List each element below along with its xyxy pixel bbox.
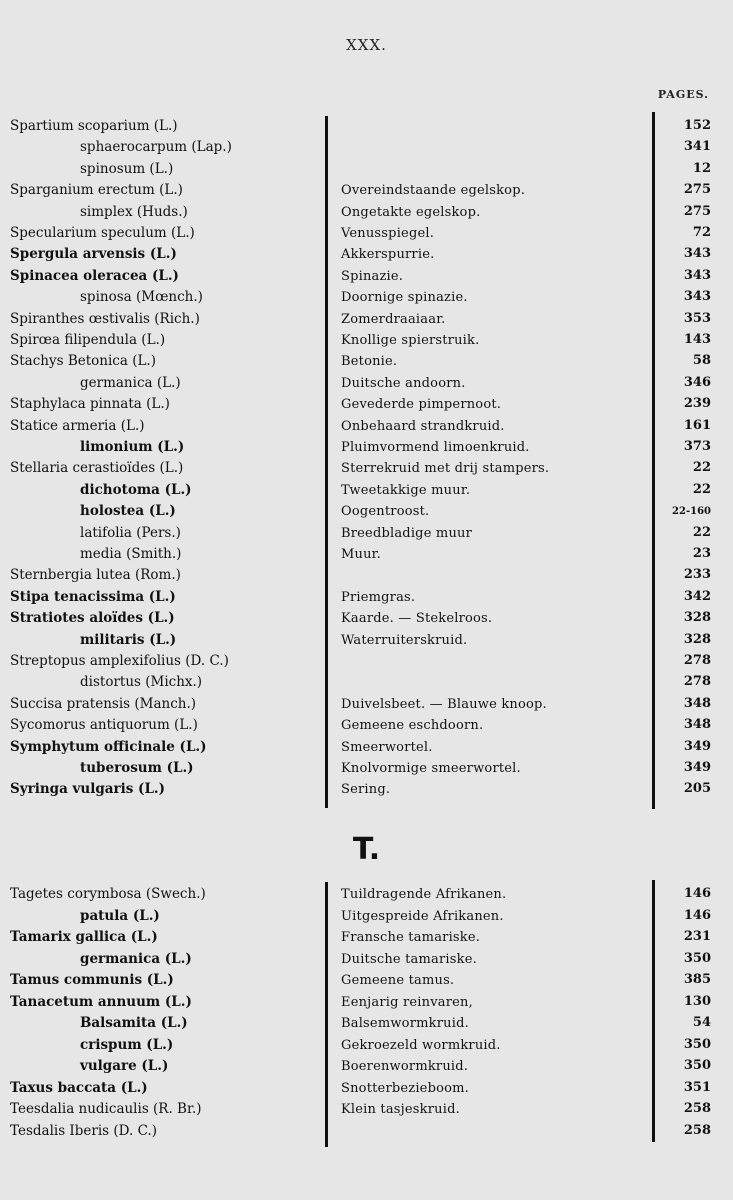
latin-name: Tamarix gallica (L.)	[10, 929, 158, 945]
dutch-name: Fransche tamariske.	[341, 930, 481, 945]
page-reference: 278	[683, 653, 711, 668]
page-reference: 58	[692, 353, 711, 369]
page-reference: 342	[683, 588, 711, 604]
page-reference: 385	[683, 972, 711, 987]
page-reference: 239	[683, 396, 711, 412]
latin-name: Sycomorus antiquorum (L.)	[10, 717, 198, 734]
page-reference: 328	[683, 610, 711, 626]
column-rule-right-s	[652, 112, 655, 809]
page-reference: 258	[683, 1122, 711, 1138]
page-number: XXX.	[346, 36, 387, 54]
latin-name: media (Smith.)	[80, 546, 182, 562]
dutch-name: Doornige spinazie.	[341, 290, 468, 306]
latin-name: Statice armeria (L.)	[10, 417, 145, 434]
page-reference: 275	[683, 203, 711, 219]
page-reference: 22	[692, 481, 711, 497]
latin-name: Tanacetum annuum (L.)	[10, 993, 192, 1010]
page-reference: 350	[683, 950, 711, 966]
index-entry	[0, 1056, 733, 1077]
latin-name: spinosum (L.)	[80, 160, 174, 177]
latin-name: germanica (L.)	[80, 374, 181, 391]
dutch-name: Gekroezeld wormkruid.	[341, 1037, 501, 1053]
page-reference: 341	[683, 139, 711, 155]
dutch-name: Priemgras.	[341, 589, 416, 605]
column-rule-right-t	[652, 880, 655, 1142]
page-reference: 161	[683, 417, 711, 433]
latin-name: Stratiotes aloïdes (L.)	[10, 610, 175, 627]
page-reference: 143	[683, 332, 711, 347]
latin-name: Sparganium erectum (L.)	[10, 182, 183, 199]
latin-name: distortus (Michx.)	[80, 674, 203, 691]
page-reference: 205	[683, 781, 711, 797]
page-reference: 346	[683, 374, 711, 390]
page-reference: 146	[683, 886, 711, 901]
dutch-name: Betonie.	[341, 354, 398, 370]
dutch-name: Breedbladige muur	[341, 525, 473, 541]
latin-name: Taxus baccata (L.)	[10, 1079, 148, 1096]
latin-name: Balsamita (L.)	[80, 1015, 188, 1031]
dutch-name: Duitsche andoorn.	[341, 375, 466, 391]
dutch-name: Uitgespreide Afrikanen.	[341, 908, 504, 924]
dutch-name: Knollige spierstruik.	[341, 333, 480, 348]
latin-name: patula (L.)	[80, 907, 160, 924]
pages-column-header: PAGES.	[657, 88, 709, 101]
dutch-name: Boerenwormkruid.	[341, 1059, 469, 1074]
page-reference: 22	[692, 524, 711, 540]
latin-name: holostea (L.)	[80, 503, 176, 520]
index-entry	[0, 1078, 733, 1099]
dutch-name: Knolvormige smeerwortel.	[341, 761, 521, 776]
index-entry	[0, 927, 733, 948]
dutch-name: Akkerspurrie.	[341, 247, 435, 263]
latin-name: latifolia (Pers.)	[80, 524, 181, 541]
latin-name: Specularium speculum (L.)	[10, 225, 195, 241]
latin-name: crispum (L.)	[80, 1036, 174, 1053]
dutch-name: Ongetakte egelskop.	[341, 204, 481, 220]
dutch-name: Balsemwormkruid.	[341, 1016, 469, 1031]
page-reference: 350	[683, 1058, 711, 1073]
dutch-name: Gevederde pimpernoot.	[341, 397, 502, 413]
dutch-name: Tuildragende Afrikanen.	[341, 887, 507, 902]
latin-name: Spiranthes œstivalis (Rich.)	[10, 310, 200, 327]
page-reference: 348	[683, 717, 711, 733]
page-reference: 54	[692, 1015, 711, 1030]
page-reference: 233	[683, 567, 711, 583]
dutch-name: Oogentroost.	[341, 504, 430, 520]
page-reference: 353	[683, 310, 711, 326]
page-reference: 72	[692, 225, 711, 240]
index-entry	[0, 1121, 733, 1142]
dutch-name: Venusspiegel.	[341, 226, 435, 241]
dutch-name: Onbehaard strandkruid.	[341, 418, 505, 434]
column-rule-left-s	[325, 116, 328, 808]
page-reference: 22	[692, 460, 711, 476]
dutch-name: Snotterbezieboom.	[341, 1080, 470, 1096]
page-reference: 351	[683, 1079, 711, 1095]
page-reference: 350	[683, 1036, 711, 1052]
latin-name: Spinacea oleracea (L.)	[10, 267, 179, 284]
dutch-name: Tweetakkige muur.	[341, 482, 471, 498]
index-entry	[0, 1035, 733, 1056]
dutch-name: Muur.	[341, 547, 381, 562]
latin-name: Staphylaca pinnata (L.)	[10, 396, 170, 413]
latin-name: sphaerocarpum (Lap.)	[80, 139, 232, 156]
index-entry	[0, 992, 733, 1013]
dutch-name: Zomerdraaiaar.	[341, 311, 446, 327]
dutch-name: Gemeene tamus.	[341, 973, 455, 988]
page-reference: 12	[692, 160, 711, 176]
latin-name: Syringa vulgaris (L.)	[10, 781, 166, 798]
latin-name: Spirœa filipendula (L.)	[10, 332, 166, 348]
page-reference: 146	[683, 907, 711, 923]
page-reference: 23	[692, 546, 711, 561]
page-reference: 275	[683, 182, 711, 198]
latin-name: Spergula arvensis (L.)	[10, 246, 177, 263]
latin-name: Succisa pratensis (Manch.)	[10, 695, 197, 712]
latin-name: germanica (L.)	[80, 950, 192, 967]
dutch-name: Duivelsbeet. — Blauwe knoop.	[341, 696, 547, 712]
dutch-name: Waterruiterskruid.	[341, 632, 468, 648]
dutch-name: Klein tasjeskruid.	[341, 1102, 460, 1117]
dutch-name: Kaarde. — Stekelroos.	[341, 611, 493, 627]
latin-name: simplex (Huds.)	[80, 203, 188, 220]
index-entry	[0, 949, 733, 970]
dutch-name: Spinazie.	[341, 268, 404, 284]
page-reference: 343	[683, 289, 711, 305]
latin-name: vulgare (L.)	[80, 1058, 169, 1074]
page-reference: 130	[683, 993, 711, 1009]
latin-name: Tagetes corymbosa (Swech.)	[10, 886, 206, 902]
latin-name: Stachys Betonica (L.)	[10, 353, 156, 370]
latin-name: Tesdalis Iberis (D. C.)	[10, 1122, 157, 1139]
latin-name: Streptopus amplexifolius (D. C.)	[10, 653, 229, 669]
index-entry	[0, 884, 733, 905]
latin-name: Teesdalia nudicaulis (R. Br.)	[10, 1101, 202, 1117]
dutch-name: Sterrekruid met drij stampers.	[341, 461, 550, 477]
page-reference: 343	[683, 267, 711, 283]
latin-name: Stipa tenacissima (L.)	[10, 588, 176, 605]
latin-name: Symphytum officinale (L.)	[10, 738, 207, 755]
page-reference: 349	[683, 738, 711, 754]
dutch-name: Smeerwortel.	[341, 739, 433, 755]
page-reference: 349	[683, 760, 711, 775]
index-entry	[0, 906, 733, 927]
latin-name: Spartium scoparium (L.)	[10, 118, 178, 134]
dutch-name: Eenjarig reinvaren,	[341, 994, 473, 1010]
index-entry	[0, 1099, 733, 1120]
latin-name: limonium (L.)	[80, 439, 185, 455]
dutch-name: Gemeene eschdoorn.	[341, 718, 484, 734]
latin-name: militaris (L.)	[80, 631, 177, 648]
page-reference: 152	[683, 118, 711, 133]
page-reference: 373	[683, 439, 711, 454]
page-reference: 328	[683, 631, 711, 647]
dutch-name: Pluimvormend limoenkruid.	[341, 440, 530, 455]
page-reference: 258	[683, 1101, 711, 1116]
page-reference: 278	[683, 674, 711, 690]
latin-name: Tamus communis (L.)	[10, 972, 174, 988]
column-rule-left-t	[325, 882, 328, 1147]
latin-name: Sternbergia lutea (Rom.)	[10, 567, 181, 584]
page-reference: 343	[683, 246, 711, 262]
latin-name: Stellaria cerastioïdes (L.)	[10, 460, 184, 477]
latin-name: spinosa (Mœnch.)	[80, 289, 203, 306]
page-reference: 22-160	[672, 506, 711, 518]
latin-name: dichotoma (L.)	[80, 481, 192, 498]
index-entry	[0, 970, 733, 991]
latin-name: tuberosum (L.)	[80, 760, 194, 776]
index-entry	[0, 1013, 733, 1034]
dutch-name: Overeindstaande egelskop.	[341, 183, 526, 199]
letter-heading-t: T.	[352, 832, 381, 867]
page-reference: 231	[683, 929, 711, 944]
dutch-name: Duitsche tamariske.	[341, 951, 477, 967]
dutch-name: Sering.	[341, 782, 391, 798]
page-reference: 348	[683, 695, 711, 711]
